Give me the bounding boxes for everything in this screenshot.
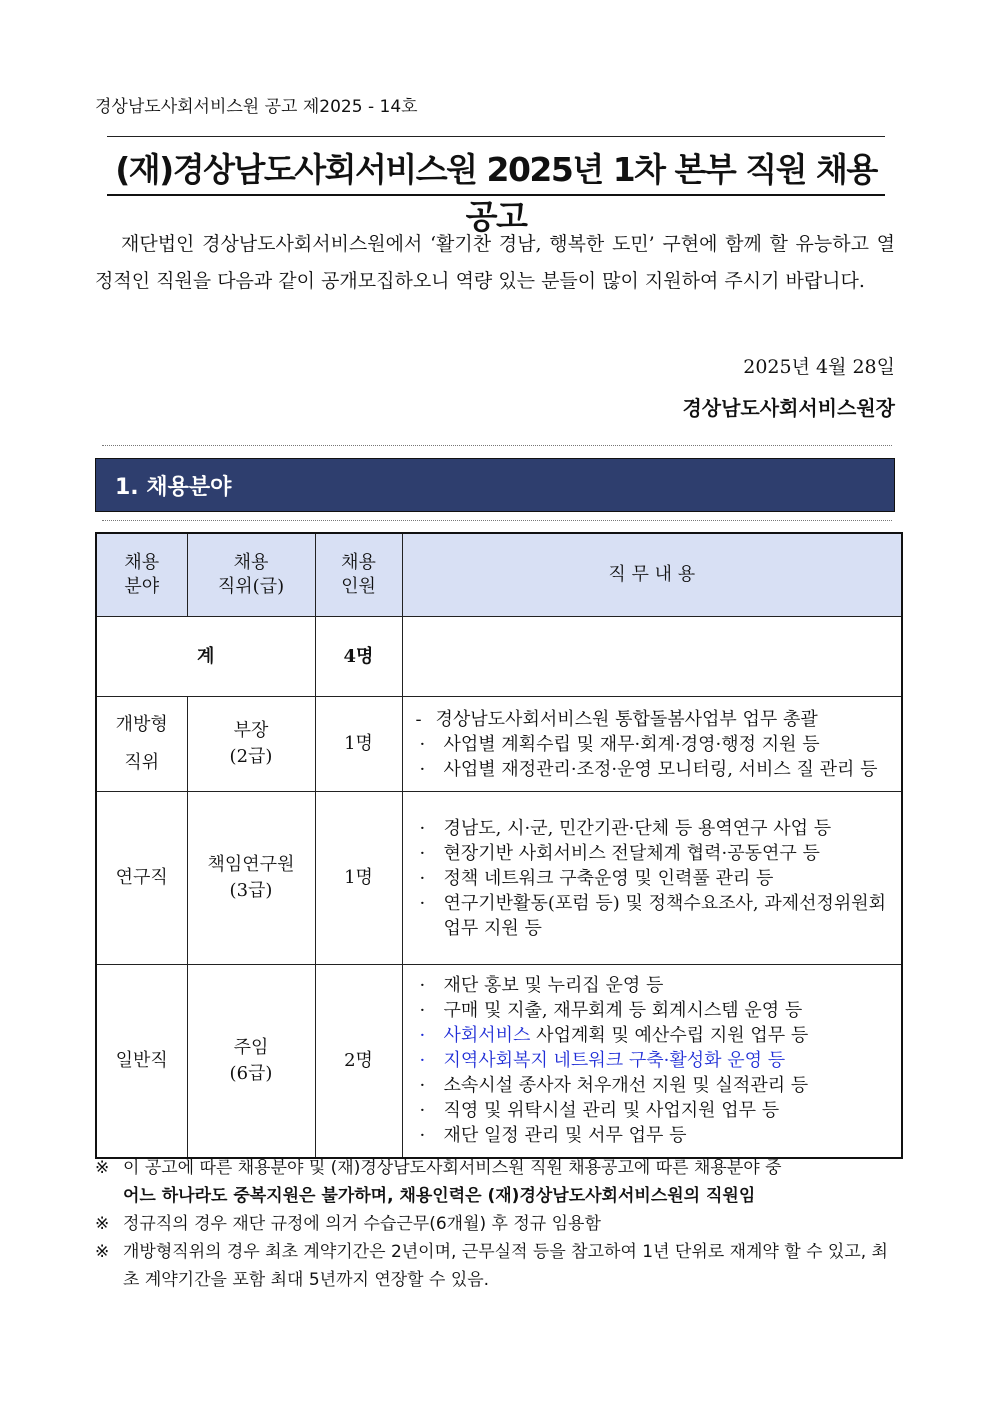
duty-item: · 직영 및 위탁시설 관리 및 사업지원 업무 등 [419, 1100, 780, 1122]
table-header-row [96, 533, 902, 617]
position-cell: 책임연구원 (3급) [187, 792, 315, 965]
notice-number: 경상남도사회서비스원 공고 제2025 - 14호 [95, 97, 418, 117]
field-cell: 개방형 직위 [96, 697, 187, 792]
duty-item: · 연구기반활동(포럼 등) 및 정책수요조사, 과제선정위원회 업무 지원 등 [419, 892, 887, 939]
duties-cell [402, 965, 902, 1158]
title-rule-top [107, 136, 885, 137]
page-title: (재)경상남도사회서비스원 2025년 1차 본부 직원 채용 공고 [115, 150, 877, 236]
field-cell: 연구직 [96, 792, 187, 965]
header-headcount: 채용 인원 [315, 533, 402, 617]
table-row [96, 965, 902, 1158]
count-cell: 1명 [315, 697, 402, 792]
intro-paragraph: 재단법인 경상남도사회서비스원에서 ‘활기찬 경남, 행복한 도민’ 구현에 함께 할 유능하고 열정적인 직원을 다음과 같이 공개모집하오니 역량 있는 분들이 많이 지원하여 주시기 바랍니다. [95, 233, 895, 292]
note-text: 이 공고에 따른 채용분야 및 (재)경상남도사회서비스원 직원 채용공고에 따른 채용분야 중 [123, 1158, 782, 1178]
signer: 경상남도사회서비스원장 [682, 396, 895, 420]
table-row [96, 792, 902, 965]
count-cell: 1명 [315, 792, 402, 965]
duty-item: - 경상남도사회서비스원 통합돌봄사업부 업무 총괄 [415, 708, 818, 730]
duty-item: · 사업별 계획수립 및 재무·회계·경영·행정 지원 등 [419, 733, 820, 755]
position-cell: 주임 (6급) [187, 965, 315, 1158]
note-item [95, 1238, 895, 1294]
total-count: 4명 [315, 617, 402, 697]
note-text-bold: 어느 하나라도 중복지원은 불가하며, 채용인력은 (재)경상남도사회서비스원의 직원임 [123, 1186, 756, 1206]
note-text: 정규직의 경우 재단 규정에 의거 수습근무(6개월) 후 정규 임용함 [123, 1214, 601, 1234]
duty-item: · 재단 홍보 및 누리집 운영 등 [419, 975, 664, 997]
title-rule-bottom [107, 194, 885, 196]
note-item [95, 1154, 895, 1210]
section-title: 1. 채용분야 [115, 475, 232, 500]
count-cell: 2명 [315, 965, 402, 1158]
duty-item: · 재단 일정 관리 및 서무 업무 등 [419, 1125, 687, 1147]
total-duties-empty [402, 617, 902, 697]
note-marker: ※ [95, 1242, 110, 1262]
header-position: 채용 직위(급) [187, 533, 315, 617]
field-cell: 일반직 [96, 965, 187, 1158]
total-row [96, 617, 902, 697]
position-cell: 부장 (2급) [187, 697, 315, 792]
note-marker: ※ [95, 1214, 110, 1234]
note-text: 개방형직위의 경우 최초 계약기간은 2년이며, 근무실적 등을 참고하여 1년 단위로 재계약 할 수 있고, 최초 계약기간을 포함 최대 5년까지 연장할 수 있음. [123, 1242, 888, 1290]
duty-item: · 소속시설 종사자 처우개선 지원 및 실적관리 등 [419, 1075, 809, 1097]
dotted-divider [102, 445, 892, 446]
duty-item: · 사업별 재정관리·조정·운영 모니터링, 서비스 질 관리 등 [419, 758, 878, 780]
duty-item: · 정책 네트워크 구축운영 및 인력풀 관리 등 [419, 867, 774, 889]
total-label: 계 [96, 617, 315, 697]
notes [95, 1154, 895, 1294]
table-row [96, 697, 902, 792]
duty-item: · 지역사회복지 네트워크 구축·활성화 운영 등 [419, 1050, 786, 1072]
duty-item: · 현장기반 사회서비스 전달체계 협력·공동연구 등 [419, 842, 820, 864]
header-duties: 직 무 내 용 [402, 533, 902, 617]
duty-item: · 사회서비스 사업계획 및 예산수립 지원 업무 등 [419, 1025, 809, 1047]
duties-cell [402, 697, 902, 792]
recruitment-table [95, 532, 903, 1159]
duty-item: · 경남도, 시·군, 민간기관·단체 등 용역연구 사업 등 [419, 817, 832, 839]
note-marker: ※ [95, 1158, 110, 1178]
dotted-divider [102, 520, 892, 521]
header-field: 채용 분야 [96, 533, 187, 617]
duties-cell [402, 792, 902, 965]
announcement-date: 2025년 4월 28일 [743, 356, 895, 378]
note-item [95, 1210, 895, 1238]
duty-item: · 구매 및 지출, 재무회계 등 회계시스템 운영 등 [419, 1000, 803, 1022]
